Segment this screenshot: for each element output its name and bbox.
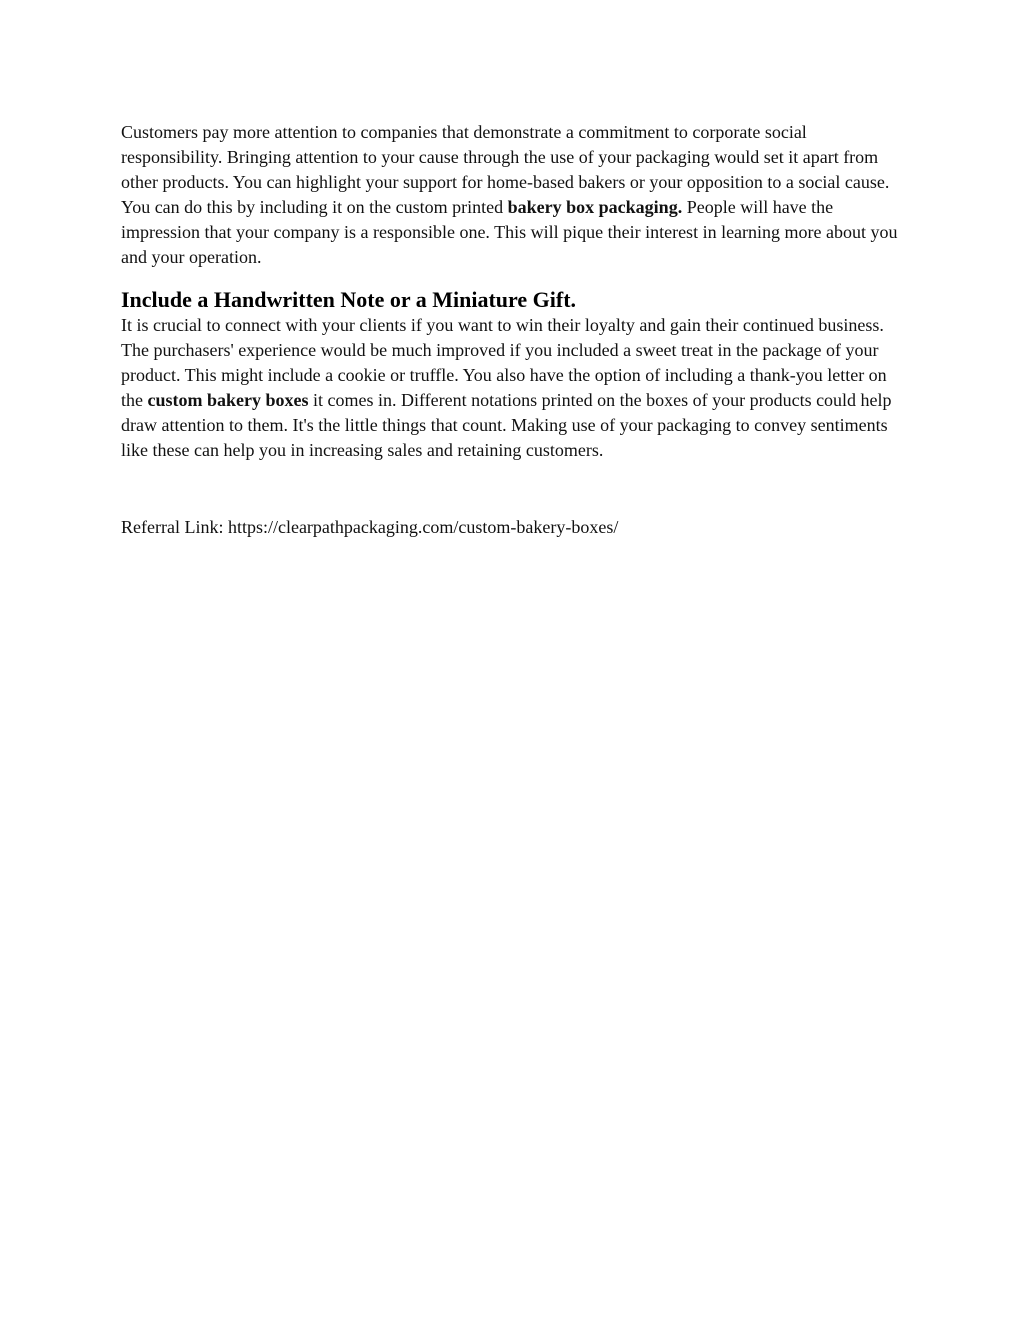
- paragraph-2-text-end: it comes in. Different notations printed on the boxes of your products could help draw attention to them. It's the little things that count. Making use of your packaging to convey sentiments like these can help you in increasing sales and retaining customers.: [121, 390, 892, 460]
- document-page: [121, 120, 911, 540]
- referral-link: Referral Link: https://clearpathpackaging.com/custom-bakery-boxes/: [121, 517, 619, 537]
- custom-bakery-boxes-bold: custom bakery boxes: [147, 390, 309, 410]
- section-heading: Include a Handwritten Note or a Miniature Gift.: [121, 287, 577, 312]
- bakery-box-packaging-bold: bakery box packaging.: [507, 197, 683, 217]
- paragraph-1-text-end: People will have the impression that your company is a responsible one. This will pique their interest in learning more about you and your operation.: [121, 197, 898, 267]
- paragraph-social-responsibility: [121, 120, 911, 270]
- paragraph-2-text-start: It is crucial to connect with your clients if you want to win their loyalty and gain their continued business. The purchasers' experience would be much improved if you included a sweet treat in the package of your product. This might include a cookie or truffle. You also have the option of including a thank-you letter on the: [121, 315, 887, 410]
- paragraph-handwritten-note: [121, 313, 911, 463]
- paragraph-1-text-start: Customers pay more attention to companies that demonstrate a commitment to corporate social responsibility. Bringing attention to your cause through the use of your packaging would set it apart from other products. You can highlight your support for home-based bakers or your opposition to a social cause. You can do this by including it on the custom printed: [121, 122, 890, 217]
